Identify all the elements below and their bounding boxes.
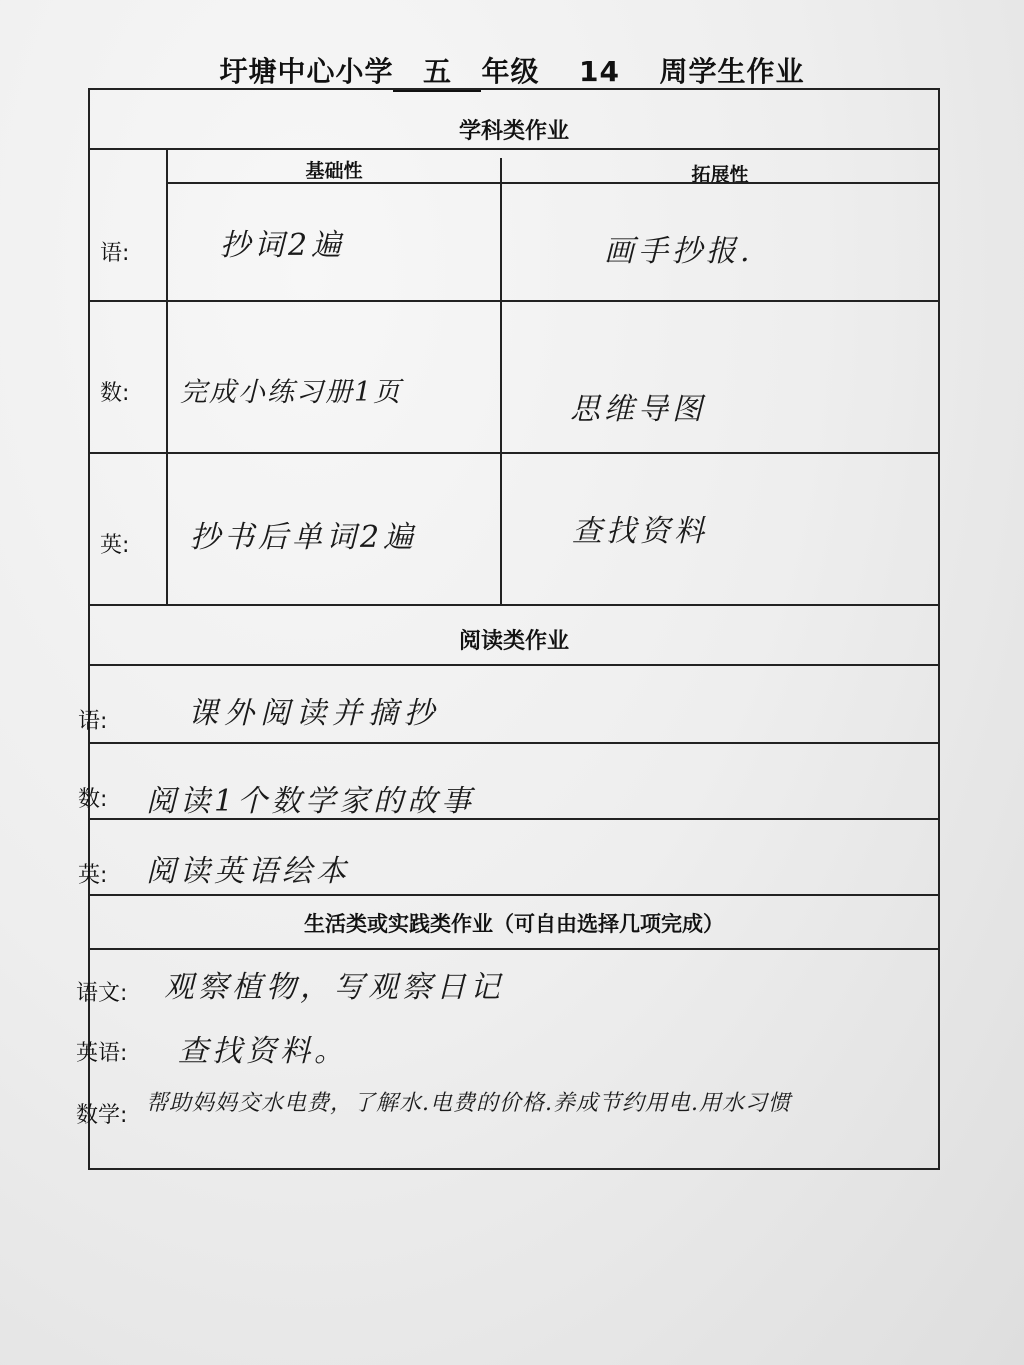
divider [500,158,502,606]
life-text: 帮助妈妈交水电费，了解水.电费的价格.养成节约用电.用水习惯 [146,1091,791,1116]
reading-row-label: 语: [78,709,108,734]
subject-row-label: 数: [100,381,130,406]
divider [90,604,938,606]
reading-row-label: 数: [78,787,108,812]
subject-extended-text: 查找资料 [572,514,708,549]
week-value: 14 [540,55,660,90]
reading-section-title: 阅读类作业 [458,629,569,654]
reading-text: 课外阅读并摘抄 [188,696,440,731]
divider [90,948,938,950]
reading-text: 阅读1个数学家的故事 [146,784,476,819]
divider [90,148,938,150]
grade-suffix: 年级 [481,55,540,88]
life-section-title: 生活类或实践类作业（可自由选择几项完成） [304,912,724,936]
life-text: 查找资料。 [178,1034,348,1069]
divider [90,742,938,744]
subject-section-title: 学科类作业 [458,119,569,144]
school-name: 圩塘中心小学 [219,55,394,88]
subject-extended-text: 思维导图 [570,392,706,427]
week-suffix: 周学生作业 [659,55,805,88]
subject-basic-text: 抄词2遍 [220,228,346,263]
life-row-label: 语文: [76,981,128,1006]
divider [90,664,938,666]
reading-text: 阅读英语绘本 [146,854,350,889]
column-basic-header: 基础性 [305,160,363,182]
subject-basic-text: 抄书后单词2遍 [190,520,418,555]
divider [90,894,938,896]
divider [166,148,168,606]
worksheet-title [0,50,1024,92]
divider [168,182,938,184]
grade-value: 五 [393,50,481,92]
reading-row-label: 英: [78,863,108,888]
subject-basic-text: 完成小练习册1页 [180,377,403,408]
divider [90,818,938,820]
divider [90,452,938,454]
column-extended-header: 拓展性 [691,164,749,186]
divider [90,300,938,302]
life-row-label: 英语: [76,1041,128,1066]
subject-extended-text: 画手抄报. [604,234,754,269]
subject-row-label: 语: [100,241,130,266]
life-text: 观察植物，写观察日记 [164,970,504,1005]
subject-row-label: 英: [100,533,130,558]
life-row-label: 数学: [76,1103,128,1128]
